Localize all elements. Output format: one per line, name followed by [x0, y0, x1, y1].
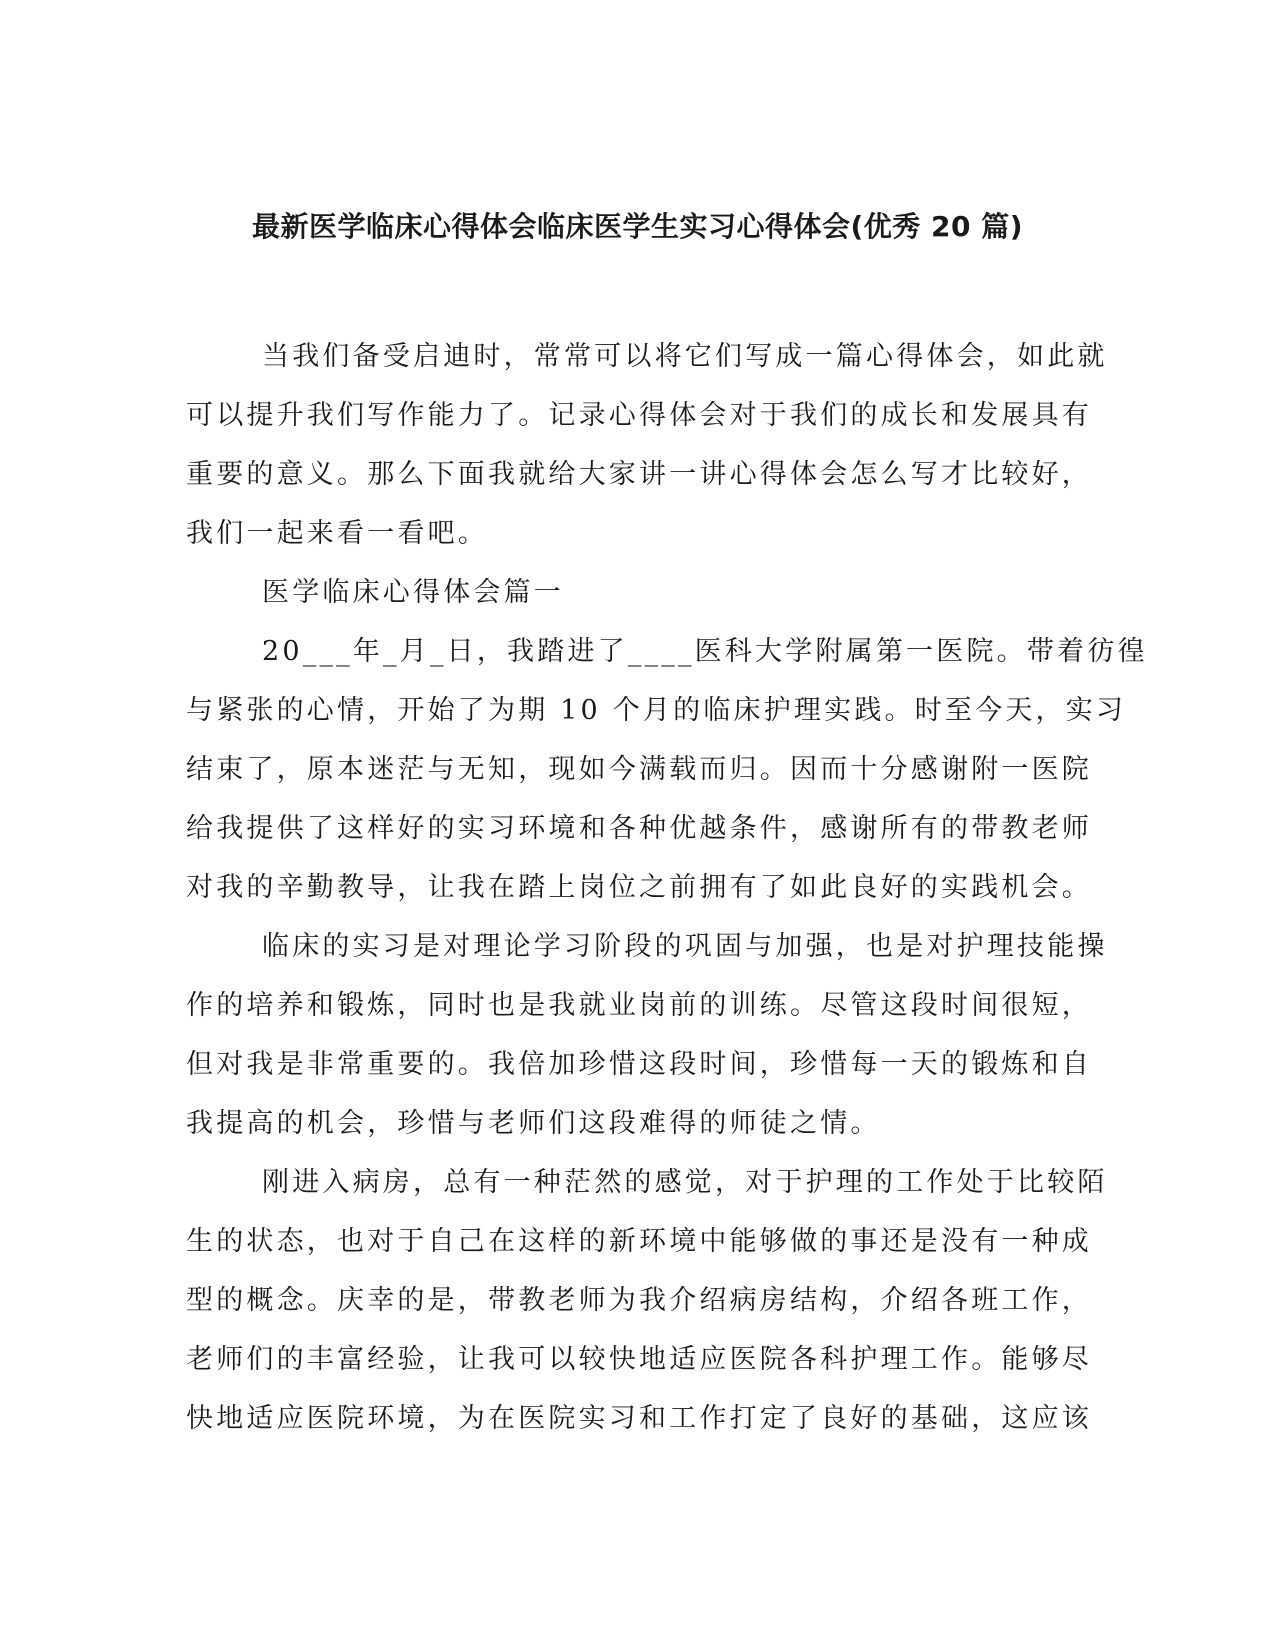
paragraph-clinical-practice: [186, 917, 1108, 1153]
paragraph-line: 给我提供了这样好的实习环境和各种优越条件，感谢所有的带教老师: [186, 813, 1092, 844]
paragraph-line: 型的概念。庆幸的是，带教老师为我介绍病房结构，介绍各班工作，: [186, 1285, 1092, 1316]
paragraph-line: 我们一起来看一看吧。: [186, 518, 488, 549]
paragraph-line: 可以提升我们写作能力了。记录心得体会对于我们的成长和发展具有: [186, 400, 1092, 431]
document-body: [186, 327, 1148, 1448]
paragraph-line: 对我的辛勤教导，让我在踏上岗位之前拥有了如此良好的实践机会。: [186, 872, 1092, 903]
paragraph-intro: [186, 327, 1108, 563]
paragraph-line: 作的培养和锻炼，同时也是我就业岗前的训练。尽管这段时间很短，: [186, 990, 1092, 1021]
section-heading: [186, 563, 1076, 622]
paragraph-line: 我提高的机会，珍惜与老师们这段难得的师徒之情。: [186, 1108, 881, 1139]
paragraph-ward-entry: [186, 1153, 1108, 1448]
paragraph-line: 老师们的丰富经验，让我可以较快地适应医院各科护理工作。能够尽: [186, 1344, 1092, 1375]
paragraph-line: 重要的意义。那么下面我就给大家讲一讲心得体会怎么写才比较好，: [186, 459, 1092, 490]
section-heading-text: 医学临床心得体会篇一: [262, 577, 564, 608]
paragraph-line: 快地适应医院环境，为在医院实习和工作打定了良好的基础，这应该: [186, 1403, 1092, 1434]
paragraph-line: 临床的实习是对理论学习阶段的巩固与加强，也是对护理技能操: [262, 931, 1108, 962]
paragraph-line: 结束了，原本迷茫与无知，现如今满载而归。因而十分感谢附一医院: [186, 754, 1092, 785]
paragraph-line: 但对我是非常重要的。我倍加珍惜这段时间，珍惜每一天的锻炼和自: [186, 1049, 1092, 1080]
paragraph-line: 刚进入病房，总有一种茫然的感觉，对于护理的工作处于比较陌: [262, 1167, 1108, 1198]
paragraph-line: 与紧张的心情，开始了为期 10 个月的临床护理实践。时至今天，实习: [186, 695, 1127, 726]
paragraph-line: 20___年_月_日，我踏进了____医科大学附属第一医院。带着彷徨: [262, 636, 1148, 667]
document-title: 最新医学临床心得体会临床医学生实习心得体会(优秀 20 篇): [251, 210, 1024, 243]
paragraph-internship-start: [186, 622, 1148, 917]
paragraph-line: 生的状态，也对于自己在这样的新环境中能够做的事还是没有一种成: [186, 1226, 1092, 1257]
paragraph-line: 当我们备受启迪时，常常可以将它们写成一篇心得体会，如此就: [262, 341, 1108, 372]
